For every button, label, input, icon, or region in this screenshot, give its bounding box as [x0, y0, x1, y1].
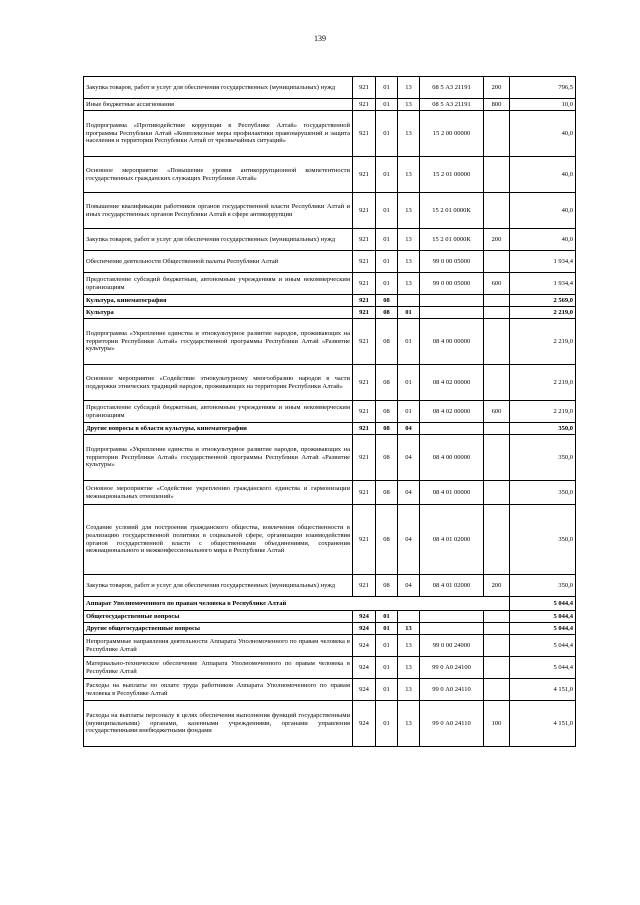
row-ved-code: 921: [353, 273, 376, 295]
row-ved-code: 921: [353, 319, 376, 365]
row-subsection-code: 04: [398, 481, 420, 505]
row-ved-code: 924: [353, 623, 376, 635]
row-section-code: 01: [376, 679, 398, 701]
row-ved-code: 921: [353, 295, 376, 307]
row-ved-code: 921: [353, 99, 376, 111]
row-subsection-code: 01: [398, 401, 420, 423]
row-target-article: 08 5 А3 21191: [420, 99, 484, 111]
row-subsection-code: 01: [398, 307, 420, 319]
row-ved-code: 924: [353, 657, 376, 679]
table-row: [84, 77, 576, 99]
row-amount: 2 569,0: [510, 295, 576, 307]
row-section-code: 01: [376, 77, 398, 99]
row-ved-code: 921: [353, 401, 376, 423]
table-row: [84, 229, 576, 251]
row-name: Создание условий для построения гражданского общества, вовлечения общественности в реализацию государственной политики в социальной сфере, организации взаимодействия органов государственной власти с общественными объединениями, сохранения межнационального и межконфессионального мира в Республике Алтай: [84, 505, 353, 575]
table-row: [84, 251, 576, 273]
row-amount: 40,0: [510, 229, 576, 251]
row-expense-type: [484, 319, 510, 365]
table-row: [84, 657, 576, 679]
table-row: [84, 157, 576, 193]
table-row: [84, 611, 576, 623]
row-subsection-code: 13: [398, 679, 420, 701]
row-section-code: 01: [376, 611, 398, 623]
row-ved-code: 924: [353, 679, 376, 701]
row-target-article: [420, 423, 484, 435]
table-row: [84, 623, 576, 635]
table-row: [84, 679, 576, 701]
table-row: [84, 701, 576, 747]
row-ved-code: 924: [353, 635, 376, 657]
row-name: Основное мероприятие «Содействие укреплению гражданского единства и гармонизации межнациональных отношений»: [84, 481, 353, 505]
row-section-code: 01: [376, 623, 398, 635]
row-name: Подпрограмма «Противодействие коррупции в Республике Алтай» государственной программы Республики Алтай «Комплексные меры профилактики правонарушений и защита населения и территории Республики Алтай от чрезвычайных ситуаций»: [84, 111, 353, 157]
row-amount: 350,0: [510, 575, 576, 597]
row-amount: 350,0: [510, 505, 576, 575]
row-section-code: 08: [376, 481, 398, 505]
row-name: Аппарат Уполномоченного по правам человека в Республике Алтай: [84, 597, 510, 611]
row-section-code: 01: [376, 193, 398, 229]
table-row: [84, 505, 576, 575]
row-expense-type: 100: [484, 701, 510, 747]
table-row: [84, 307, 576, 319]
row-target-article: 08 4 01 02000: [420, 505, 484, 575]
row-expense-type: [484, 251, 510, 273]
row-target-article: 08 4 00 00000: [420, 319, 484, 365]
table-row: [84, 319, 576, 365]
row-amount: 350,0: [510, 435, 576, 481]
row-name: Предоставление субсидий бюджетным, автономным учреждениям и иным некоммерческим организациям: [84, 401, 353, 423]
row-subsection-code: 13: [398, 111, 420, 157]
table-row: [84, 435, 576, 481]
row-name: Подпрограмма «Укрепление единства и этнокультурное развитие народов, проживающих на территории Республики Алтай» государственной программы Республики Алтай «Развитие культуры»: [84, 319, 353, 365]
row-expense-type: [484, 435, 510, 481]
row-expense-type: 600: [484, 273, 510, 295]
row-name: Иные бюджетные ассигнования: [84, 99, 353, 111]
row-expense-type: [484, 505, 510, 575]
row-subsection-code: [398, 611, 420, 623]
row-ved-code: 921: [353, 157, 376, 193]
row-section-code: 08: [376, 401, 398, 423]
row-expense-type: 600: [484, 401, 510, 423]
row-name: Материально-техническое обеспечение Аппарата Уполномоченного по правам человека в Республике Алтай: [84, 657, 353, 679]
row-name: Культура, кинематография: [84, 295, 353, 307]
row-ved-code: 921: [353, 307, 376, 319]
row-target-article: 15 2 01 0000К: [420, 193, 484, 229]
row-subsection-code: 04: [398, 505, 420, 575]
row-section-code: 01: [376, 657, 398, 679]
table-row: [84, 111, 576, 157]
table-row: [84, 365, 576, 401]
row-section-code: 08: [376, 295, 398, 307]
row-subsection-code: 04: [398, 575, 420, 597]
row-amount: 2 219,0: [510, 401, 576, 423]
row-amount: 5 044,4: [510, 635, 576, 657]
row-section-code: 01: [376, 111, 398, 157]
row-name: Расходы на выплаты персоналу в целях обеспечения выполнения функций государственными (муниципальными) органами, казенными учреждениями, органами управления государственными внебюджетными фондами: [84, 701, 353, 747]
table-row: [84, 193, 576, 229]
row-section-code: 08: [376, 319, 398, 365]
row-section-code: 01: [376, 273, 398, 295]
row-expense-type: [484, 623, 510, 635]
table-row: [84, 481, 576, 505]
row-expense-type: [484, 157, 510, 193]
row-amount: 350,0: [510, 481, 576, 505]
row-subsection-code: 13: [398, 623, 420, 635]
row-name: Культура: [84, 307, 353, 319]
table-row: [84, 635, 576, 657]
row-expense-type: [484, 611, 510, 623]
row-ved-code: 921: [353, 229, 376, 251]
row-amount: 40,0: [510, 193, 576, 229]
row-amount: 4 151,0: [510, 679, 576, 701]
row-name: Основное мероприятие «Повышение уровня антикоррупционной компетентности государственных гражданских служащих Республики Алтай»: [84, 157, 353, 193]
row-amount: 40,0: [510, 157, 576, 193]
row-target-article: 99 0 А0 24110: [420, 701, 484, 747]
row-name: Непрограммные направления деятельности Аппарата Уполномоченного по правам человека в Республике Алтай: [84, 635, 353, 657]
row-target-article: 08 4 00 00000: [420, 435, 484, 481]
row-section-code: 01: [376, 99, 398, 111]
row-subsection-code: 13: [398, 635, 420, 657]
row-amount: 1 934,4: [510, 273, 576, 295]
row-ved-code: 921: [353, 481, 376, 505]
row-subsection-code: 13: [398, 229, 420, 251]
row-target-article: 99 0 00 24000: [420, 635, 484, 657]
row-subsection-code: 04: [398, 435, 420, 481]
row-amount: 350,0: [510, 423, 576, 435]
row-name: Расходы на выплаты по оплате труда работников Аппарата Уполномоченного по правам человека в Республике Алтай: [84, 679, 353, 701]
row-section-code: 08: [376, 575, 398, 597]
row-expense-type: 800: [484, 99, 510, 111]
row-subsection-code: 13: [398, 701, 420, 747]
row-subsection-code: 04: [398, 423, 420, 435]
row-name: Подпрограмма «Укрепление единства и этнокультурное развитие народов, проживающих на территории Республики Алтай» государственной программы Республики Алтай «Развитие культуры»: [84, 435, 353, 481]
row-expense-type: [484, 423, 510, 435]
page-number: 139: [314, 34, 326, 43]
row-subsection-code: 13: [398, 657, 420, 679]
row-expense-type: [484, 679, 510, 701]
budget-table: [83, 76, 576, 747]
row-section-code: 08: [376, 423, 398, 435]
row-subsection-code: 13: [398, 273, 420, 295]
row-target-article: 99 0 А0 24110: [420, 679, 484, 701]
row-ved-code: 924: [353, 701, 376, 747]
row-amount: 40,0: [510, 111, 576, 157]
row-amount: 2 219,0: [510, 365, 576, 401]
row-expense-type: [484, 307, 510, 319]
row-amount: 4 151,0: [510, 701, 576, 747]
row-target-article: [420, 623, 484, 635]
row-subsection-code: [398, 295, 420, 307]
row-section-code: 01: [376, 635, 398, 657]
row-target-article: [420, 295, 484, 307]
row-target-article: 99 0 00 05000: [420, 251, 484, 273]
row-name: Основное мероприятие «Содействие этнокультурному многообразию народов в части поддержки этнических традиций народов, проживающих на территории Республики Алтай»: [84, 365, 353, 401]
table-row: [84, 401, 576, 423]
row-amount: 796,5: [510, 77, 576, 99]
row-subsection-code: 13: [398, 157, 420, 193]
row-name: Закупка товаров, работ и услуг для обеспечения государственных (муниципальных) нужд: [84, 229, 353, 251]
row-subsection-code: 13: [398, 193, 420, 229]
table-row: [84, 295, 576, 307]
row-target-article: 99 0 00 05000: [420, 273, 484, 295]
row-ved-code: 921: [353, 575, 376, 597]
row-ved-code: 921: [353, 435, 376, 481]
row-amount: 5 044,4: [510, 623, 576, 635]
table-row: [84, 423, 576, 435]
row-subsection-code: 01: [398, 365, 420, 401]
row-target-article: [420, 307, 484, 319]
row-target-article: 08 4 02 00000: [420, 365, 484, 401]
row-section-code: 01: [376, 157, 398, 193]
row-ved-code: 921: [353, 111, 376, 157]
row-target-article: 15 2 01 0000К: [420, 229, 484, 251]
row-ved-code: 921: [353, 423, 376, 435]
row-section-code: 08: [376, 505, 398, 575]
row-name: Обеспечение деятельности Общественной палаты Республики Алтай: [84, 251, 353, 273]
row-name: Повышение квалификации работников органов государственной власти Республики Алтай и иных государственных органов Республики Алтай в сфере антикоррупции: [84, 193, 353, 229]
table-row: [84, 99, 576, 111]
row-subsection-code: 01: [398, 319, 420, 365]
row-expense-type: [484, 111, 510, 157]
row-expense-type: 200: [484, 575, 510, 597]
row-section-code: 01: [376, 229, 398, 251]
row-target-article: 99 0 А0 24100: [420, 657, 484, 679]
row-ved-code: 921: [353, 193, 376, 229]
row-subsection-code: 13: [398, 251, 420, 273]
row-amount: 10,0: [510, 99, 576, 111]
row-target-article: 08 4 01 02000: [420, 575, 484, 597]
row-expense-type: 200: [484, 77, 510, 99]
row-section-code: 08: [376, 307, 398, 319]
row-target-article: 15 2 00 00000: [420, 111, 484, 157]
table-row: [84, 273, 576, 295]
row-subsection-code: 13: [398, 77, 420, 99]
row-target-article: 08 5 А3 21191: [420, 77, 484, 99]
row-expense-type: [484, 481, 510, 505]
row-expense-type: 200: [484, 229, 510, 251]
row-target-article: 15 2 01 00000: [420, 157, 484, 193]
row-name: Другие вопросы в области культуры, кинематографии: [84, 423, 353, 435]
row-ved-code: 924: [353, 611, 376, 623]
row-amount: 5 044,4: [510, 597, 576, 611]
row-subsection-code: 13: [398, 99, 420, 111]
row-target-article: [420, 611, 484, 623]
row-amount: 5 044,4: [510, 611, 576, 623]
row-ved-code: 921: [353, 365, 376, 401]
row-target-article: 08 4 01 00000: [420, 481, 484, 505]
row-amount: 5 044,4: [510, 657, 576, 679]
row-section-code: 08: [376, 435, 398, 481]
row-ved-code: 921: [353, 251, 376, 273]
row-section-code: 01: [376, 701, 398, 747]
row-ved-code: 921: [353, 77, 376, 99]
row-section-code: 01: [376, 251, 398, 273]
row-expense-type: [484, 657, 510, 679]
row-name: Общегосударственные вопросы: [84, 611, 353, 623]
row-expense-type: [484, 635, 510, 657]
row-name: Предоставление субсидий бюджетным, автономным учреждениям и иным некоммерческим организациям: [84, 273, 353, 295]
row-ved-code: 921: [353, 505, 376, 575]
row-expense-type: [484, 365, 510, 401]
row-expense-type: [484, 295, 510, 307]
row-target-article: 08 4 02 00000: [420, 401, 484, 423]
table-row: [84, 575, 576, 597]
row-name: Другие общегосударственные вопросы: [84, 623, 353, 635]
row-amount: 1 934,4: [510, 251, 576, 273]
row-amount: 2 219,0: [510, 307, 576, 319]
row-name: Закупка товаров, работ и услуг для обеспечения государственных (муниципальных) нужд: [84, 575, 353, 597]
row-name: Закупка товаров, работ и услуг для обеспечения государственных (муниципальных) нужд: [84, 77, 353, 99]
row-section-code: 08: [376, 365, 398, 401]
row-expense-type: [484, 193, 510, 229]
row-amount: 2 219,0: [510, 319, 576, 365]
table-row: [84, 597, 576, 611]
